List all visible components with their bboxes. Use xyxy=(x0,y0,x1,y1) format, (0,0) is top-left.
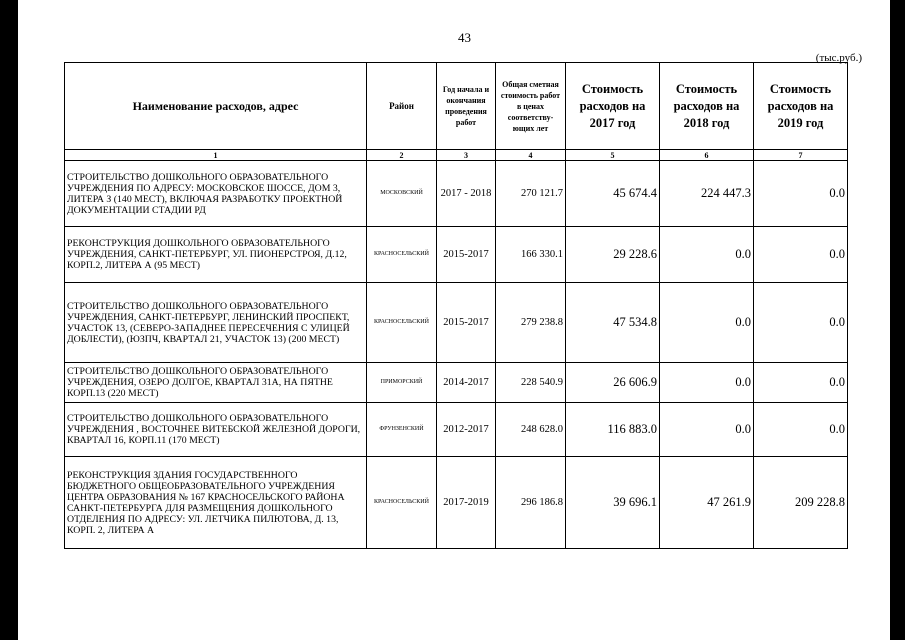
header-district: Район xyxy=(367,63,437,150)
column-number-row xyxy=(65,150,848,161)
cost-2018: 0.0 xyxy=(660,227,754,283)
column-number: 5 xyxy=(566,150,660,161)
cost-2019: 0.0 xyxy=(754,283,848,363)
column-number: 1 xyxy=(65,150,367,161)
header-name: Наименование расходов, адрес xyxy=(65,63,367,150)
column-number: 7 xyxy=(754,150,848,161)
total-cost: 248 628.0 xyxy=(496,403,566,457)
table-row xyxy=(65,363,848,403)
column-number: 2 xyxy=(367,150,437,161)
cost-2019: 0.0 xyxy=(754,227,848,283)
district: КРАСНОСЕЛЬСКИЙ xyxy=(367,457,437,549)
total-cost: 228 540.9 xyxy=(496,363,566,403)
header-cost-2017: Стоимость расходов на 2017 год xyxy=(566,63,660,150)
total-cost: 270 121.7 xyxy=(496,161,566,227)
table-row xyxy=(65,227,848,283)
cost-2019: 209 228.8 xyxy=(754,457,848,549)
table-row xyxy=(65,403,848,457)
expense-name: СТРОИТЕЛЬСТВО ДОШКОЛЬНОГО ОБРАЗОВАТЕЛЬНОГО УЧРЕЖДЕНИЯ, САНКТ-ПЕТЕРБУРГ, ЛЕНИНСКИЙ ПРОСПЕКТ, УЧАСТОК 13, (СЕВЕРО-ЗАПАДНЕЕ ПЕРЕСЕЧЕНИЯ С УЛИЦЕЙ ДОБЛЕСТИ), (ЮЗПЧ, КВАРТАЛ 21, УЧАСТОК 13) (200 МЕСТ) xyxy=(65,283,367,363)
column-number: 6 xyxy=(660,150,754,161)
cost-2017: 39 696.1 xyxy=(566,457,660,549)
expense-name: РЕКОНСТРУКЦИЯ ДОШКОЛЬНОГО ОБРАЗОВАТЕЛЬНОГО УЧРЕЖДЕНИЯ, САНКТ-ПЕТЕРБУРГ, УЛ. ПИОНЕРСТРОЯ, Д.12, КОРП.2, ЛИТЕРА А (95 МЕСТ) xyxy=(65,227,367,283)
years-range: 2017-2019 xyxy=(437,457,496,549)
cost-2017: 45 674.4 xyxy=(566,161,660,227)
district: МОСКОВСКИЙ xyxy=(367,161,437,227)
cost-2018: 224 447.3 xyxy=(660,161,754,227)
header-row xyxy=(65,63,848,150)
total-cost: 279 238.8 xyxy=(496,283,566,363)
district: КРАСНОСЕЛЬСКИЙ xyxy=(367,283,437,363)
district: ФРУНЗЕНСКИЙ xyxy=(367,403,437,457)
cost-2017: 29 228.6 xyxy=(566,227,660,283)
cost-2017: 26 606.9 xyxy=(566,363,660,403)
cost-2018: 47 261.9 xyxy=(660,457,754,549)
header-years: Год начала и окончания проведения работ xyxy=(437,63,496,150)
page-number: 43 xyxy=(458,30,471,45)
cost-2017: 116 883.0 xyxy=(566,403,660,457)
unit-note: (тыс.руб.) xyxy=(815,52,862,64)
total-cost: 166 330.1 xyxy=(496,227,566,283)
cost-2018: 0.0 xyxy=(660,403,754,457)
years-range: 2012-2017 xyxy=(437,403,496,457)
table-row xyxy=(65,457,848,549)
cost-2018: 0.0 xyxy=(660,283,754,363)
years-range: 2015-2017 xyxy=(437,283,496,363)
column-number: 3 xyxy=(437,150,496,161)
cost-2019: 0.0 xyxy=(754,403,848,457)
header-cost-2019: Стоимость расходов на 2019 год xyxy=(754,63,848,150)
document-page xyxy=(18,0,890,640)
district: ПРИМОРСКИЙ xyxy=(367,363,437,403)
cost-2018: 0.0 xyxy=(660,363,754,403)
expense-name: СТРОИТЕЛЬСТВО ДОШКОЛЬНОГО ОБРАЗОВАТЕЛЬНОГО УЧРЕЖДЕНИЯ, ОЗЕРО ДОЛГОЕ, КВАРТАЛ 31А, НА ПЯТНЕ КОРП.13 (220 МЕСТ) xyxy=(65,363,367,403)
cost-2019: 0.0 xyxy=(754,161,848,227)
expense-name: СТРОИТЕЛЬСТВО ДОШКОЛЬНОГО ОБРАЗОВАТЕЛЬНОГО УЧРЕЖДЕНИЯ ПО АДРЕСУ: МОСКОВСКОЕ ШОССЕ, ДОМ 3, ЛИТЕРА З (140 МЕСТ), ВКЛЮЧАЯ РАЗРАБОТКУ ПРОЕКТНОЙ ДОКУМЕНТАЦИИ СТАДИИ РД xyxy=(65,161,367,227)
expenses-table xyxy=(64,62,848,549)
expense-name: СТРОИТЕЛЬСТВО ДОШКОЛЬНОГО ОБРАЗОВАТЕЛЬНОГО УЧРЕЖДЕНИЯ , ВОСТОЧНЕЕ ВИТЕБСКОЙ ЖЕЛЕЗНОЙ ДОРОГИ, КВАРТАЛ 16, КОРП.11 (170 МЕСТ) xyxy=(65,403,367,457)
cost-2017: 47 534.8 xyxy=(566,283,660,363)
years-range: 2017 - 2018 xyxy=(437,161,496,227)
header-cost-2018: Стоимость расходов на 2018 год xyxy=(660,63,754,150)
years-range: 2015-2017 xyxy=(437,227,496,283)
column-number: 4 xyxy=(496,150,566,161)
district: КРАСНОСЕЛЬСКИЙ xyxy=(367,227,437,283)
header-total: Общая сметная стоимость работ в ценах соответству-ющих лет xyxy=(496,63,566,150)
table-row xyxy=(65,161,848,227)
years-range: 2014-2017 xyxy=(437,363,496,403)
expense-name: РЕКОНСТРУКЦИЯ ЗДАНИЯ ГОСУДАРСТВЕННОГО БЮДЖЕТНОГО ОБЩЕОБРАЗОВАТЕЛЬНОГО УЧРЕЖДЕНИЯ ЦЕНТРА ОБРАЗОВАНИЯ № 167 КРАСНОСЕЛЬСКОГО РАЙОНА САНКТ-ПЕТЕРБУРГА ДЛЯ РАЗМЕЩЕНИЯ ДОШКОЛЬНОГО ОТДЕЛЕНИЯ ПО АДРЕСУ: УЛ. ЛЕТЧИКА ПИЛЮТОВА, Д. 13, КОРП. 2, ЛИТЕРА А xyxy=(65,457,367,549)
cost-2019: 0.0 xyxy=(754,363,848,403)
table-row xyxy=(65,283,848,363)
total-cost: 296 186.8 xyxy=(496,457,566,549)
